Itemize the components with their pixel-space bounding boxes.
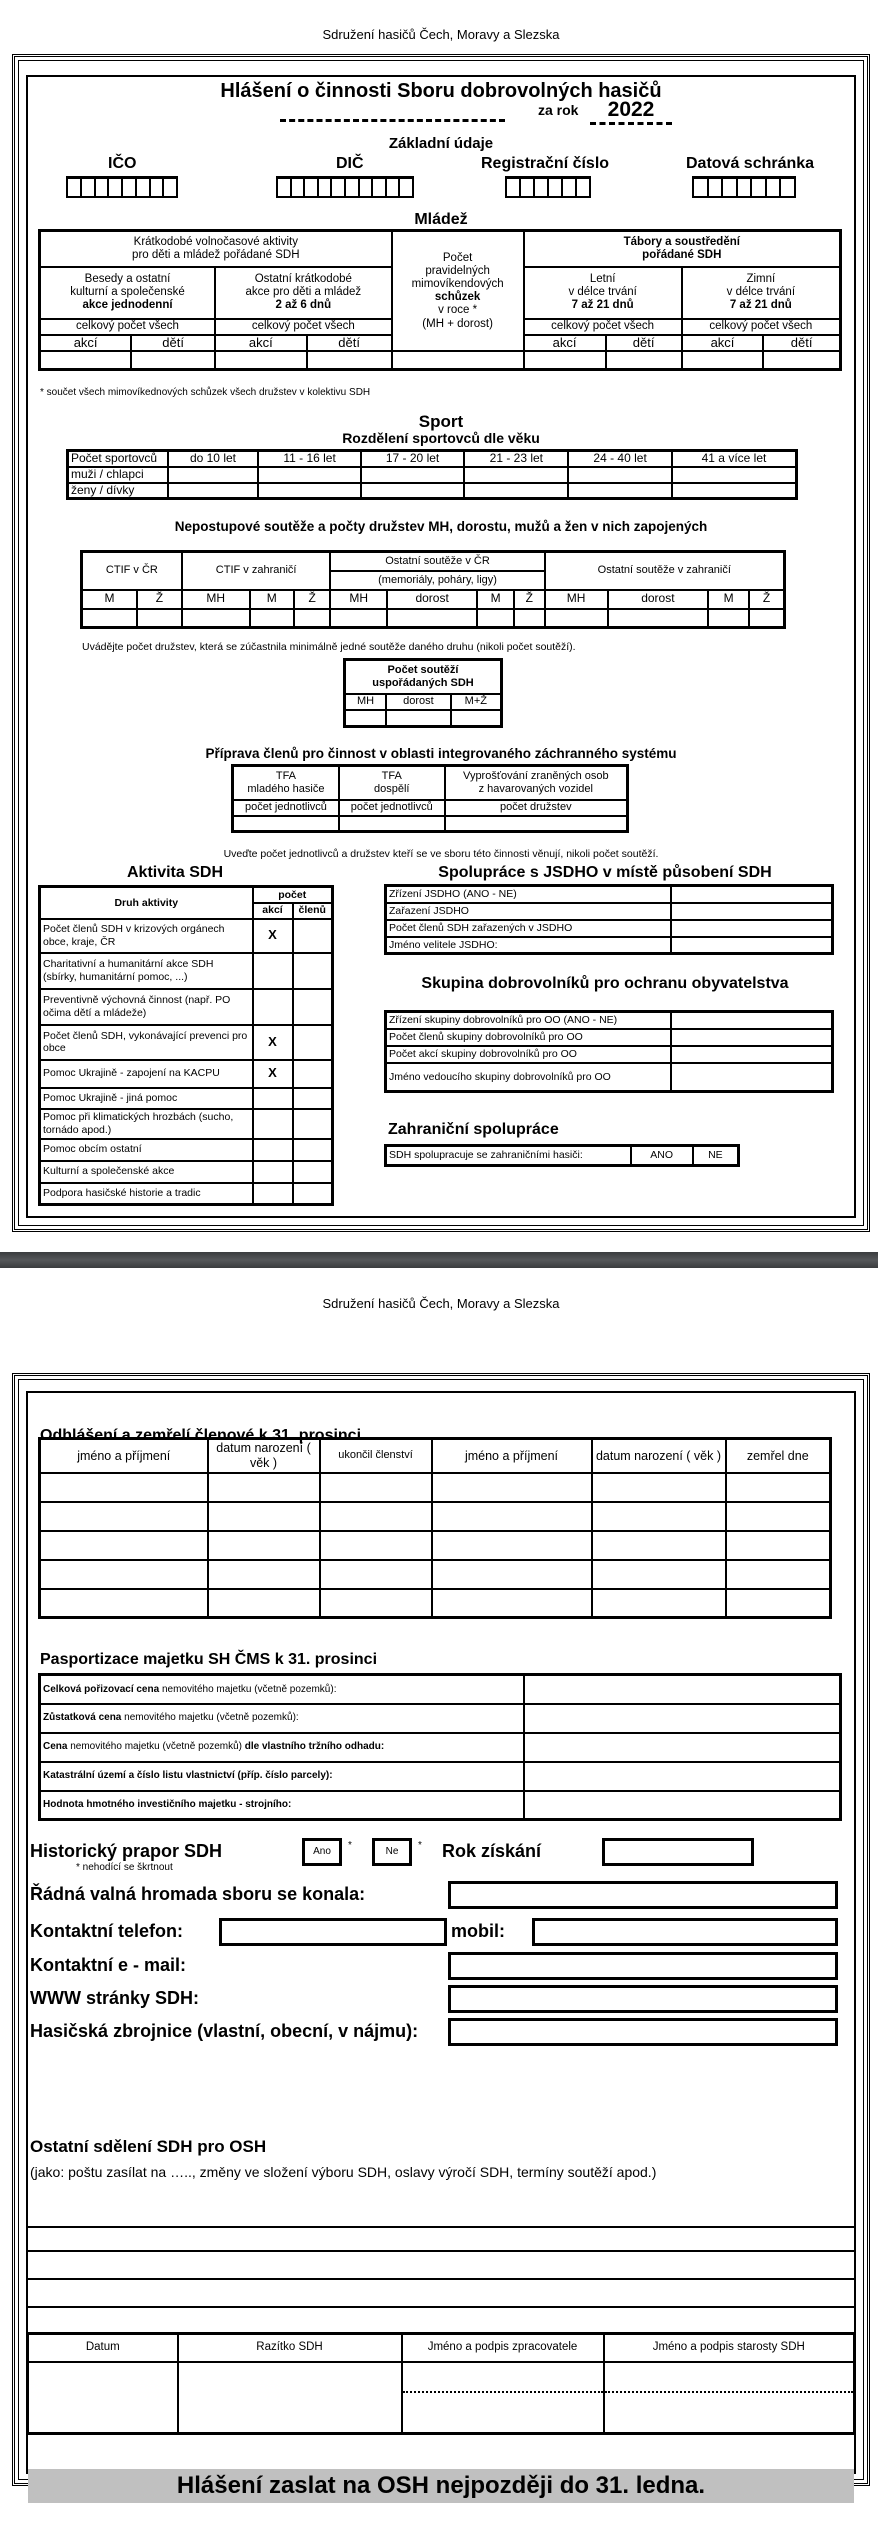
cell: Kulturní a společenské akce [40, 1161, 253, 1183]
reg-field[interactable] [505, 176, 591, 198]
aktivita-heading: Aktivita SDH [126, 864, 224, 881]
input-cell[interactable] [320, 1531, 432, 1560]
cell: nemovitého majetku (včetně pozemků): [121, 1712, 299, 1724]
input-cell[interactable] [545, 609, 608, 628]
cell: datum narození ( věk ) [592, 1439, 726, 1473]
cell: MH [345, 694, 387, 710]
sport-heading: Sport [418, 412, 464, 431]
input-cell[interactable] [671, 1046, 833, 1063]
input-cell[interactable] [464, 483, 568, 499]
nepost-note: Uvádějte počet družstev, která se zúčastnila minimálně jedné soutěže daného druhu (nikoli počet soutěží). [82, 641, 576, 653]
input-cell[interactable] [40, 1560, 208, 1589]
input-cell[interactable] [432, 1473, 592, 1502]
cell: Letní [589, 272, 616, 285]
cell: počet družstev [445, 800, 628, 816]
input-cell[interactable] [445, 816, 628, 832]
input-cell[interactable] [293, 1139, 333, 1161]
cell: celkový počet všech [682, 319, 841, 335]
telefon-label: Kontaktní telefon: [30, 1921, 183, 1941]
cell: Podpora hasičské historie a tradic [40, 1183, 253, 1205]
jsdho-heading: Spolupráce s JSDHO v místě působení SDH [438, 864, 772, 881]
note-line[interactable] [28, 2306, 854, 2308]
cell: Počet členů SDH, vykonávající prevenci pro obce [40, 1025, 253, 1060]
cell: v délce trvání [726, 285, 796, 298]
cell: Krátkodobé volnočasové aktivity [133, 235, 298, 248]
pocet-soutezi-table [343, 658, 503, 728]
input-cell[interactable] [345, 710, 387, 727]
cell: Preventivně výchovná činnost (např. PO očima dětí a mládeže) [40, 989, 253, 1025]
cell: schůzek [434, 291, 481, 304]
cell: 24 - 40 let [568, 451, 672, 467]
mobil-field[interactable] [532, 1918, 838, 1946]
input-cell[interactable] [293, 1025, 333, 1060]
cell: M [708, 590, 749, 609]
cell: Celková pořizovací cena [43, 1683, 160, 1695]
cell: ukončil členství [320, 1439, 432, 1473]
cell: akcí [215, 335, 307, 352]
ico-label: IČO [108, 155, 137, 172]
input-cell[interactable] [182, 609, 250, 628]
cell: Počet členů skupiny dobrovolníků pro OO [386, 1029, 671, 1046]
pasport-table [38, 1673, 842, 1821]
input-cell[interactable] [524, 1791, 841, 1820]
valna-label: Řádná valná hromada sboru se konala: [30, 1884, 366, 1904]
input-cell[interactable] [233, 816, 339, 832]
youth-footnote: * součet všech mimovíkednových schůzek všech družstev v kolektivu SDH [40, 387, 371, 398]
input-cell[interactable] [606, 351, 682, 369]
cell: akcí [524, 335, 606, 352]
cell: Pomoc obcím ostatní [40, 1139, 253, 1161]
input-cell[interactable] [726, 1589, 831, 1618]
cell: Zůstatková cena [43, 1712, 122, 1724]
input-cell[interactable] [293, 989, 333, 1025]
input-cell[interactable] [672, 467, 797, 483]
input-cell[interactable] [726, 1560, 831, 1589]
input-cell[interactable] [307, 351, 392, 369]
note-line[interactable] [28, 2226, 854, 2228]
input-cell[interactable] [330, 609, 387, 628]
priprava-note: Uveďte počet jednotlivců a družstev kteří se ve sboru této činnosti věnují, nikoli počet soutěží. [223, 848, 659, 860]
input-cell[interactable] [293, 1088, 333, 1109]
priprava-heading: Příprava členů pro činnost v oblasti integrovaného záchranného systému [205, 746, 677, 761]
cell: mladého hasiče [247, 782, 325, 795]
cell: dětí [131, 335, 215, 352]
input-cell[interactable] [137, 609, 182, 628]
input-cell[interactable] [432, 1531, 592, 1560]
prapor-ne-option[interactable]: Ne [372, 1838, 412, 1866]
input-cell[interactable] [524, 1733, 841, 1762]
cell: dorost [386, 694, 451, 710]
input-cell[interactable] [253, 1109, 293, 1139]
cell: X [253, 919, 293, 953]
input-cell[interactable] [320, 1473, 432, 1502]
input-cell[interactable] [524, 1762, 841, 1791]
input-cell[interactable] [250, 609, 294, 628]
input-cell[interactable] [131, 351, 215, 369]
input-cell[interactable] [671, 937, 833, 954]
cell: CTIF v ČR [82, 552, 182, 590]
cell: dle vlastního tržního odhadu: [244, 1741, 385, 1753]
nepost-table [80, 550, 786, 629]
ds-field[interactable] [692, 176, 796, 198]
ds-label: Datová schránka [686, 155, 815, 172]
cell: Katastrální území a číslo listu vlastnictví (příp. číslo parcely): [43, 1770, 333, 1782]
input-cell[interactable] [215, 351, 307, 369]
zahranicni-table [384, 1144, 740, 1167]
input-cell[interactable] [361, 467, 465, 483]
cell: Datum [28, 2334, 178, 2362]
input-cell[interactable] [253, 1088, 293, 1109]
cell: počet [253, 887, 333, 903]
cell: pro děti a mládež pořádané SDH [132, 248, 300, 261]
cell: Ž [137, 590, 182, 609]
input-cell[interactable] [320, 1589, 432, 1618]
input-cell[interactable] [253, 1161, 293, 1183]
cell: v délce trvání [568, 285, 637, 298]
input-cell[interactable] [293, 1060, 333, 1088]
input-cell[interactable] [320, 1560, 432, 1589]
cell: Hodnota hmotného investičního majetku - strojního: [43, 1799, 292, 1810]
cell: Charitativní a humanitární akce SDH (sbírky, humanitární pomoc, ...) [40, 953, 253, 989]
cell: dětí [307, 335, 392, 352]
input-cell[interactable] [726, 1502, 831, 1531]
cell: 17 - 20 let [361, 451, 465, 467]
cell: Zřízení JSDHO (ANO - NE) [386, 886, 671, 903]
prapor-ano-option[interactable]: Ano [302, 1838, 342, 1866]
cell: MH [330, 590, 387, 609]
input-cell[interactable] [253, 1139, 293, 1161]
input-cell[interactable] [608, 609, 709, 628]
www-label: WWW stránky SDH: [30, 1988, 200, 2008]
input-cell[interactable] [361, 483, 465, 499]
cell: dorost [608, 590, 709, 609]
cell: mimovíkendových [411, 278, 504, 290]
input-cell[interactable] [514, 609, 545, 628]
cell: M+Ž [451, 694, 502, 710]
cell: MH [545, 590, 608, 609]
input-cell[interactable] [592, 1502, 726, 1531]
cell: Vyprošťování zraněných osob [463, 770, 609, 783]
rok-ziskani-label: Rok získání [442, 1841, 542, 1861]
youth-table [38, 229, 842, 371]
input-cell[interactable] [253, 953, 293, 989]
sdh-name-field[interactable] [280, 112, 505, 122]
youth-heading: Mládež [414, 211, 468, 228]
input-cell[interactable] [293, 1109, 333, 1139]
input-cell[interactable] [592, 1560, 726, 1589]
cell: Ž [294, 590, 331, 609]
cell: nemovitého majetku (včetně pozemků): [159, 1683, 337, 1695]
cell: (memoriály, poháry, ligy) [330, 571, 544, 590]
cell: 7 až 21 dnů [729, 299, 792, 312]
zbrojnice-label: Hasičská zbrojnice (vlastní, obecní, v nájmu): [30, 2021, 419, 2041]
input-cell[interactable] [464, 467, 568, 483]
cell: Ž [749, 590, 785, 609]
cell: Ostatní krátkodobé [254, 272, 352, 285]
email-label: Kontaktní e - mail: [30, 1955, 187, 1975]
input-cell[interactable] [168, 483, 259, 499]
input-cell[interactable] [726, 1473, 831, 1502]
razitko-field[interactable] [178, 2362, 402, 2434]
cell: Zařazení JSDHO [386, 903, 671, 920]
input-cell[interactable] [671, 886, 833, 903]
asterisk: * [348, 1840, 352, 1851]
input-cell[interactable] [320, 1502, 432, 1531]
cell: M [477, 590, 514, 609]
cell: M [250, 590, 294, 609]
cell: 11 - 16 let [258, 451, 360, 467]
input-cell[interactable] [208, 1531, 320, 1560]
cell: pravidelných [425, 264, 490, 277]
ostatni-subtitle: (jako: poštu zasílat na ….., změny ve složení výboru SDH, oslavy výročí SDH, termíny soutěží apod.) [30, 2164, 657, 2180]
zbrojnice-field[interactable] [448, 2018, 838, 2046]
page-separator [0, 1252, 878, 1268]
ico-field[interactable] [66, 176, 178, 198]
input-cell[interactable] [432, 1502, 592, 1531]
sport-table [66, 449, 798, 500]
input-cell[interactable] [682, 351, 764, 369]
cell: v roce * [438, 304, 478, 317]
input-cell[interactable] [40, 351, 132, 369]
cell: Tábory a soustředění [623, 235, 740, 248]
input-cell[interactable] [386, 710, 451, 727]
cell: CTIF v zahraničí [182, 552, 331, 590]
cell: členů [293, 903, 333, 919]
input-cell[interactable] [671, 1029, 833, 1046]
dic-field[interactable] [276, 176, 414, 198]
input-cell[interactable] [40, 1531, 208, 1560]
input-cell[interactable] [387, 609, 477, 628]
input-cell[interactable] [258, 467, 360, 483]
cell: Jméno vedoucího skupiny dobrovolníků pro OO [386, 1063, 671, 1092]
input-cell[interactable] [524, 351, 606, 369]
sport-subheading: Rozdělení sportovců dle věku [342, 430, 540, 446]
cell: akcí [40, 335, 132, 352]
input-cell[interactable] [671, 1063, 833, 1092]
email-field[interactable] [448, 1952, 838, 1980]
input-cell[interactable] [592, 1473, 726, 1502]
input-cell[interactable] [749, 609, 785, 628]
input-cell[interactable] [392, 351, 524, 369]
cell: ženy / dívky [68, 483, 168, 499]
input-cell[interactable] [477, 609, 514, 628]
basic-heading: Základní údaje [388, 135, 494, 152]
cell: Ostatní soutěže v zahraničí [545, 552, 785, 590]
input-cell[interactable] [451, 710, 502, 727]
datum-field[interactable] [28, 2362, 178, 2434]
input-cell[interactable] [293, 953, 333, 989]
cell: X [253, 1025, 293, 1060]
starosta-field[interactable] [604, 2362, 855, 2434]
input-cell[interactable] [708, 609, 749, 628]
input-cell[interactable] [82, 609, 137, 628]
input-cell[interactable] [592, 1531, 726, 1560]
cell: Počet členů SDH v krizových orgánech obce, kraje, ČR [40, 919, 253, 953]
prapor-note: * nehodící se škrtnout [76, 1862, 173, 1873]
input-cell[interactable] [432, 1589, 592, 1618]
zpracovatel-field[interactable] [402, 2362, 604, 2434]
cell: zemřel dne [726, 1439, 831, 1473]
cell: kulturní a společenské [70, 285, 185, 298]
note-line[interactable] [28, 2250, 854, 2252]
input-cell[interactable] [293, 919, 333, 953]
cell: akcí [682, 335, 764, 352]
ostatni-heading: Ostatní sdělení SDH pro OSH [30, 2137, 267, 2156]
cell: Počet [442, 251, 473, 264]
priprava-table [231, 764, 629, 833]
input-cell[interactable] [672, 483, 797, 499]
input-cell[interactable] [763, 351, 840, 369]
input-cell[interactable] [524, 1675, 841, 1704]
telefon-field[interactable] [219, 1918, 447, 1946]
input-cell[interactable] [726, 1531, 831, 1560]
cell: dětí [606, 335, 682, 352]
cell: Zimní [746, 272, 776, 285]
cell: pořádané SDH [642, 248, 722, 261]
cell: 7 až 21 dnů [571, 299, 634, 312]
cell: 41 a více let [672, 451, 797, 467]
input-cell[interactable] [208, 1560, 320, 1589]
skupina-table [384, 1010, 834, 1093]
input-cell[interactable] [293, 1161, 333, 1183]
cell: Počet akcí skupiny dobrovolníků pro OO [386, 1046, 671, 1063]
note-line[interactable] [28, 2278, 854, 2280]
prapor-label: Historický prapor SDH [30, 1841, 223, 1861]
cell: X [253, 1060, 293, 1088]
year-label: za rok [538, 102, 579, 118]
cell: Pomoc při klimatických hrozbách (sucho, tornádo apod.) [40, 1109, 253, 1139]
cell: TFA [275, 770, 297, 783]
year-field[interactable]: 2022 [590, 98, 672, 125]
zahranicni-heading: Zahraniční spolupráce [388, 1121, 559, 1138]
cell: Počet členů SDH zařazených v JSDHO [386, 920, 671, 937]
cell: 2 až 6 dnů [275, 299, 332, 312]
cell: do 10 let [168, 451, 259, 467]
cell: (MH + dorost) [422, 317, 493, 330]
input-cell[interactable] [208, 1589, 320, 1618]
input-cell[interactable] [671, 1012, 833, 1029]
cell: datum narození ( věk ) [208, 1439, 320, 1473]
cell: celkový počet všech [40, 319, 216, 335]
input-cell[interactable] [524, 1704, 841, 1733]
nepost-heading: Nepostupové soutěže a počty družstev MH, dorostu, mužů a žen v nich zapojených [174, 519, 708, 534]
cell: Besedy a ostatní [84, 272, 171, 285]
cell: počet jednotlivců [233, 800, 339, 816]
cell: MH [182, 590, 250, 609]
cell: Cena [43, 1741, 68, 1753]
cell: jméno a příjmení [40, 1439, 208, 1473]
reg-label: Registrační číslo [481, 155, 610, 172]
cell: TFA [381, 770, 402, 783]
cell: dospělí [373, 782, 410, 795]
input-cell[interactable] [40, 1502, 208, 1531]
ano-option[interactable]: ANO [631, 1146, 693, 1166]
input-cell[interactable] [253, 1183, 293, 1205]
dic-label: DIČ [336, 155, 364, 172]
cell: uspořádaných SDH [372, 676, 474, 689]
org-header: Sdružení hasičů Čech, Moravy a Slezska [322, 27, 560, 42]
cell: Druh aktivity [40, 887, 253, 919]
cell: Jméno a podpis starosty SDH [604, 2334, 855, 2362]
www-field[interactable] [448, 1985, 838, 2013]
cell: Ž [514, 590, 545, 609]
cell: M [82, 590, 137, 609]
valna-field[interactable] [448, 1881, 838, 1909]
cell: akcí [253, 903, 293, 919]
input-cell[interactable] [671, 920, 833, 937]
input-cell[interactable] [671, 903, 833, 920]
cell: Pomoc Ukrajině - jiná pomoc [40, 1088, 253, 1109]
cell: Zřízení skupiny dobrovolníků pro OO (ANO - NE) [386, 1012, 671, 1029]
cell: Počet soutěží [387, 664, 459, 677]
rok-ziskani-field[interactable] [602, 1838, 754, 1866]
input-cell[interactable] [432, 1560, 592, 1589]
cell: Jméno a podpis zpracovatele [402, 2334, 604, 2362]
deadline-banner: Hlášení zaslat na OSH nejpozději do 31. ledna. [28, 2469, 854, 2503]
cell: celkový počet všech [524, 319, 682, 335]
input-cell[interactable] [294, 609, 331, 628]
ne-option[interactable]: NE [693, 1146, 739, 1166]
odhlaseni-heading: Odhlášení a zemřelí členové k 31. prosinci [40, 1427, 362, 1444]
cell: počet jednotlivců [339, 800, 445, 816]
cell: Razítko SDH [178, 2334, 402, 2362]
input-cell[interactable] [258, 483, 360, 499]
input-cell[interactable] [592, 1589, 726, 1618]
input-cell[interactable] [568, 467, 672, 483]
signature-table [26, 2332, 856, 2435]
cell: akce pro děti a mládež [245, 285, 362, 298]
cell: z havarovaných vozidel [478, 782, 593, 795]
cell: jméno a příjmení [432, 1439, 592, 1473]
input-cell[interactable] [293, 1183, 333, 1205]
input-cell[interactable] [40, 1473, 208, 1502]
asterisk: * [418, 1840, 422, 1851]
cell: nemovitého majetku (včetně pozemků) [67, 1741, 245, 1753]
input-cell[interactable] [168, 467, 259, 483]
pasport-heading: Pasportizace majetku SH ČMS k 31. prosinci [40, 1651, 378, 1668]
org-header-2: Sdružení hasičů Čech, Moravy a Slezska [322, 1296, 560, 1311]
cell: Ostatní soutěže v ČR [330, 552, 544, 571]
cell: dětí [763, 335, 840, 352]
cell: Pomoc Ukrajině - zapojení na KACPU [40, 1060, 253, 1088]
odhlaseni-table [38, 1437, 832, 1619]
cell: celkový počet všech [215, 319, 392, 335]
skupina-heading: Skupina dobrovolníků pro ochranu obyvatelstva [421, 975, 789, 992]
input-cell[interactable] [253, 989, 293, 1025]
mobil-label: mobil: [451, 1921, 505, 1941]
input-cell[interactable] [208, 1473, 320, 1502]
cell: Jméno velitele JSDHO: [386, 937, 671, 954]
cell: dorost [387, 590, 477, 609]
cell: muži / chlapci [68, 467, 168, 483]
aktivita-table [38, 885, 334, 1206]
input-cell[interactable] [40, 1589, 208, 1618]
cell: Počet sportovců [68, 451, 168, 467]
cell: SDH spolupracuje se zahraničními hasiči: [386, 1146, 631, 1166]
page-title: Hlášení o činnosti Sboru dobrovolných hasičů [220, 80, 662, 102]
cell: 21 - 23 let [464, 451, 568, 467]
input-cell[interactable] [568, 483, 672, 499]
input-cell[interactable] [208, 1502, 320, 1531]
jsdho-table [384, 884, 834, 955]
cell: akce jednodenní [82, 299, 173, 312]
input-cell[interactable] [339, 816, 445, 832]
